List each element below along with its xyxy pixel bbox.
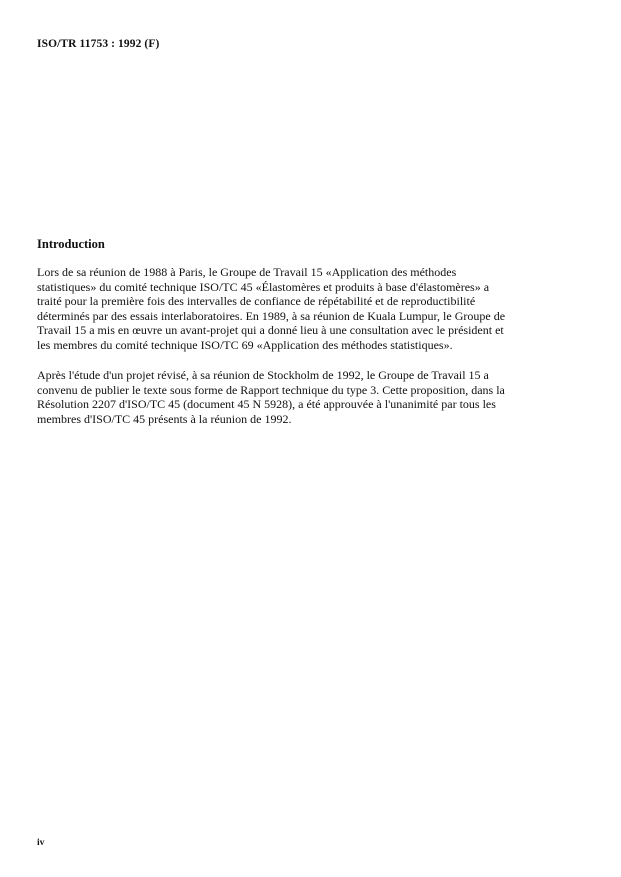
paragraph-line: membres d'ISO/TC 45 présents à la réunion de 1992. bbox=[37, 411, 292, 426]
paragraph-line: Lors de sa réunion de 1988 à Paris, le Groupe de Travail 15 «Application des méthodes bbox=[37, 265, 457, 279]
paragraph-line: statistiques» du comité technique ISO/TC 45 «Élastomères et produits à base d'élastomères» a bbox=[37, 279, 490, 294]
paragraph-line: Résolution 2207 d'ISO/TC 45 (document 45 N 5928), a été approuvée à l'unanimité par tous les bbox=[37, 397, 496, 412]
introduction-paragraph-1 bbox=[37, 265, 557, 353]
introduction-paragraph-2 bbox=[37, 368, 557, 426]
page-number: iv bbox=[37, 838, 45, 848]
paragraph-line: les membres du comité technique ISO/TC 69 «Application des méthodes statistiques». bbox=[37, 337, 453, 352]
section-title: Introduction bbox=[37, 237, 105, 251]
paragraph-line: convenu de publier le texte sous forme de Rapport technique du type 3. Cette proposition, dans la bbox=[37, 382, 505, 397]
paragraph-line: Après l'étude d'un projet révisé, à sa réunion de Stockholm de 1992, le Groupe de Travail 15 a bbox=[37, 368, 489, 382]
paragraph-line: traité pour la première fois des intervalles de confiance de répétabilité et de reproductibilité bbox=[37, 294, 476, 309]
paragraph-line: Travail 15 a mis en œuvre un avant-projet qui a donné lieu à une consultation avec le président et bbox=[37, 323, 504, 338]
document-header: ISO/TR 11753 : 1992 (F) bbox=[37, 38, 160, 50]
paragraph-line: déterminés par des essais interlaboratoires. En 1989, à sa réunion de Kuala Lumpur, le Groupe de bbox=[37, 308, 506, 323]
